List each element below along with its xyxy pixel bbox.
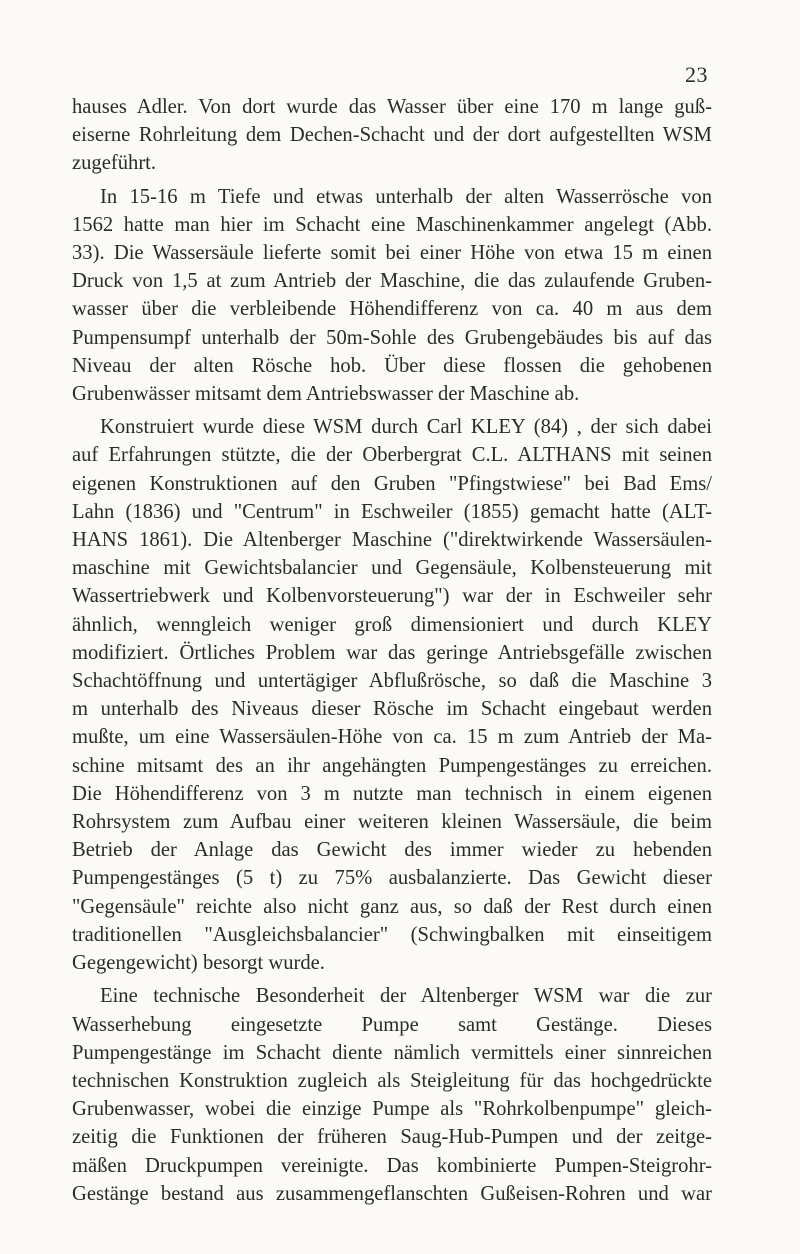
text-line: 1562 hatte man hier im Schacht eine Maschinenkammer angelegt (Abb. [72,213,712,236]
text-line: eigenen Konstruktionen auf den Gruben "Pfingstwiese" bei Bad Ems/ [72,472,712,495]
text-line: Eine technische Besonderheit der Altenberger WSM war die zur [100,985,712,1008]
text-line: maschine mit Gewichtsbalancier und Gegensäule, Kolbensteuerung mit [72,557,712,580]
paragraph-4 [72,982,712,1208]
text-line: Konstruiert wurde diese WSM durch Carl KLEY (84) , der sich dabei [100,416,712,439]
text-line: traditionellen "Ausgleichsbalancier" (Schwingbalken mit einseitigem [72,923,712,946]
text-line: 33). Die Wassersäule lieferte somit bei einer Höhe von etwa 15 m einen [72,242,712,265]
text-line: eiserne Rohrleitung dem Dechen-Schacht und der dort aufgestellten WSM [72,124,712,147]
text-line: Pumpensumpf unterhalb der 50m-Sohle des Grubengebäudes bis auf das [72,326,712,349]
text-line: mäßen Druckpumpen vereinigte. Das kombinierte Pumpen-Steigrohr- [72,1154,712,1177]
text-line: Druck von 1,5 at zum Antrieb der Maschine, die das zulaufende Gruben- [72,270,712,293]
text-line: hauses Adler. Von dort wurde das Wasser über eine 170 m lange guß- [72,96,712,118]
text-line: HANS 1861). Die Altenberger Maschine ("direktwirkende Wassersäulen- [72,529,712,552]
text-line: schine mitsamt des an ihr angehängten Pumpengestänges zu erreichen. [72,754,712,777]
text-line: Schachtöffnung und untertägiger Abflußrösche, so daß die Maschine 3 [72,670,712,693]
text-line: mußte, um eine Wassersäulen-Höhe von ca. 15 m zum Antrieb der Ma- [72,726,712,749]
text-line: Grubenwässer mitsamt dem Antriebswasser der Maschine ab. [72,383,580,406]
text-line: modifiziert. Örtliches Problem war das geringe Antriebsgefälle zwischen [72,641,712,664]
text-line: Pumpengestänge im Schacht diente nämlich vermittels einer sinnreichen [72,1041,712,1064]
text-line: Wassertriebwerk und Kolbenvorsteuerung") war der in Eschweiler sehr [72,585,712,608]
text-line: Die Höhendifferenz von 3 m nutzte man technisch in einem eigenen [72,782,712,805]
text-line: Gegengewicht) besorgt wurde. [72,952,325,975]
text-line: ähnlich, wenngleich weniger groß dimensioniert und durch KLEY [72,613,712,636]
text-line: wasser über die verbleibende Höhendifferenz von ca. 40 m aus dem [72,298,712,321]
text-line: m unterhalb des Niveaus dieser Rösche im Schacht eingebaut werden [72,698,712,721]
text-line: Lahn (1836) und "Centrum" in Eschweiler (1855) gemacht hatte (ALT- [72,500,712,523]
text-line: Pumpengestänges (5 t) zu 75% ausbalanzierte. Das Gewicht dieser [72,867,712,890]
text-line: zeitig die Funktionen der früheren Saug-Hub-Pumpen und der zeitge- [72,1126,712,1149]
body-text [72,93,712,1213]
paragraph-2 [72,183,712,409]
text-line: "Gegensäule" reichte also nicht ganz aus, so daß der Rest durch einen [72,895,712,918]
text-line: In 15-16 m Tiefe und etwas unterhalb der alten Wasserrösche von [100,185,712,208]
text-line: Grubenwasser, wobei die einzige Pumpe als "Rohrkolbenpumpe" gleich- [72,1098,712,1121]
text-line: Rohrsystem zum Aufbau einer weiteren kleinen Wassersäule, die beim [72,811,712,834]
text-line: Betrieb der Anlage das Gewicht des immer wieder zu hebenden [72,839,712,862]
paragraph-1 [72,93,712,178]
text-line: Wasserhebung eingesetzte Pumpe samt Gestänge. Dieses [72,1013,712,1036]
text-line: zugeführt. [72,152,157,175]
text-line: technischen Konstruktion zugleich als Steigleitung für das hochgedrückte [72,1069,712,1092]
text-line: auf Erfahrungen stützte, die der Oberbergrat C.L. ALTHANS mit seinen [72,444,712,467]
page-number: 23 [685,62,708,87]
text-line: Niveau der alten Rösche hob. Über diese flossen die gehobenen [72,354,712,377]
text-line: Gestänge bestand aus zusammengeflanschten Gußeisen-Rohren und war [72,1182,712,1205]
paragraph-3 [72,413,712,977]
